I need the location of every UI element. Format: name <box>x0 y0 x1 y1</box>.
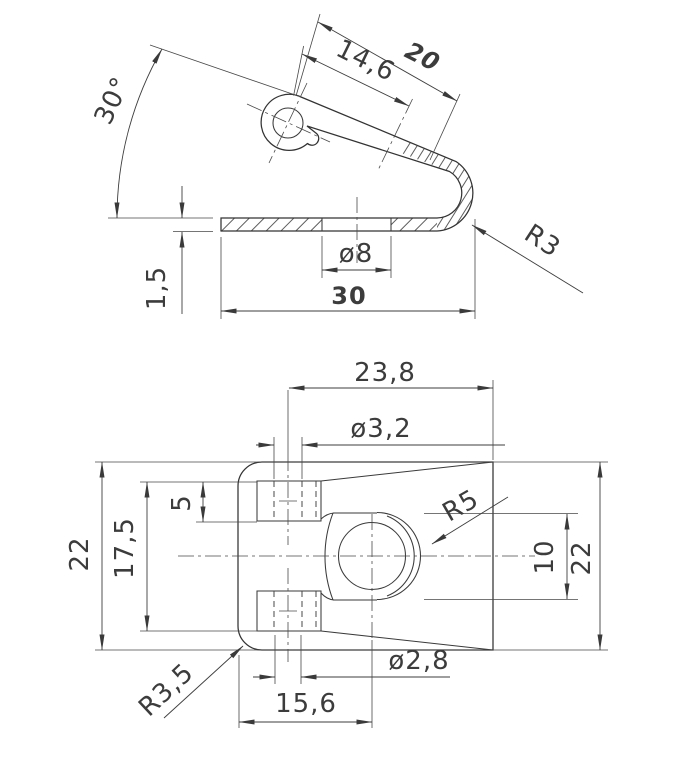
bend-radius-label: R3 <box>518 218 566 264</box>
dim-boss-radius <box>432 484 508 544</box>
left-height-label: 22 <box>65 536 95 572</box>
dim-bend-angle <box>89 45 301 218</box>
tab-width-label: 5 <box>167 494 197 512</box>
center-distance-label: 15,6 <box>275 689 337 719</box>
dim-left-height <box>65 462 608 650</box>
upper-hole-label: ø3,2 <box>350 414 412 444</box>
plan-view <box>65 358 608 728</box>
thickness-label: 1,5 <box>142 265 172 311</box>
dim-base-hole <box>322 236 391 278</box>
dim-tab-width <box>167 482 257 522</box>
curl-inner-hole <box>273 108 303 138</box>
corner-radius-label: R3,5 <box>133 657 200 723</box>
dim-right-height <box>567 462 600 650</box>
dim-thickness <box>142 186 213 314</box>
side-section-view <box>89 14 583 319</box>
bend-angle-label: 30° <box>88 72 137 130</box>
base-hole-label: ø8 <box>338 239 374 269</box>
inner-length-label: 14,6 <box>331 33 400 88</box>
dim-corner-radius <box>133 646 243 723</box>
dim-slot-width <box>424 514 578 600</box>
right-height-label: 22 <box>567 540 597 576</box>
offset-width-label: 23,8 <box>354 358 416 388</box>
outer-length-label: 20 <box>400 36 445 78</box>
dim-overall-length <box>221 219 475 319</box>
inner-profile <box>221 126 462 231</box>
lower-hole-label: ø2,8 <box>388 646 450 676</box>
dim-bend-radius <box>472 219 583 293</box>
dim-center-distance <box>239 655 372 728</box>
boss-radius-label: R5 <box>437 483 485 529</box>
overall-length-label: 30 <box>331 282 367 310</box>
tab-span-label: 17,5 <box>110 517 140 579</box>
dim-upper-hole <box>256 414 505 479</box>
slot-width-label: 10 <box>530 539 560 575</box>
